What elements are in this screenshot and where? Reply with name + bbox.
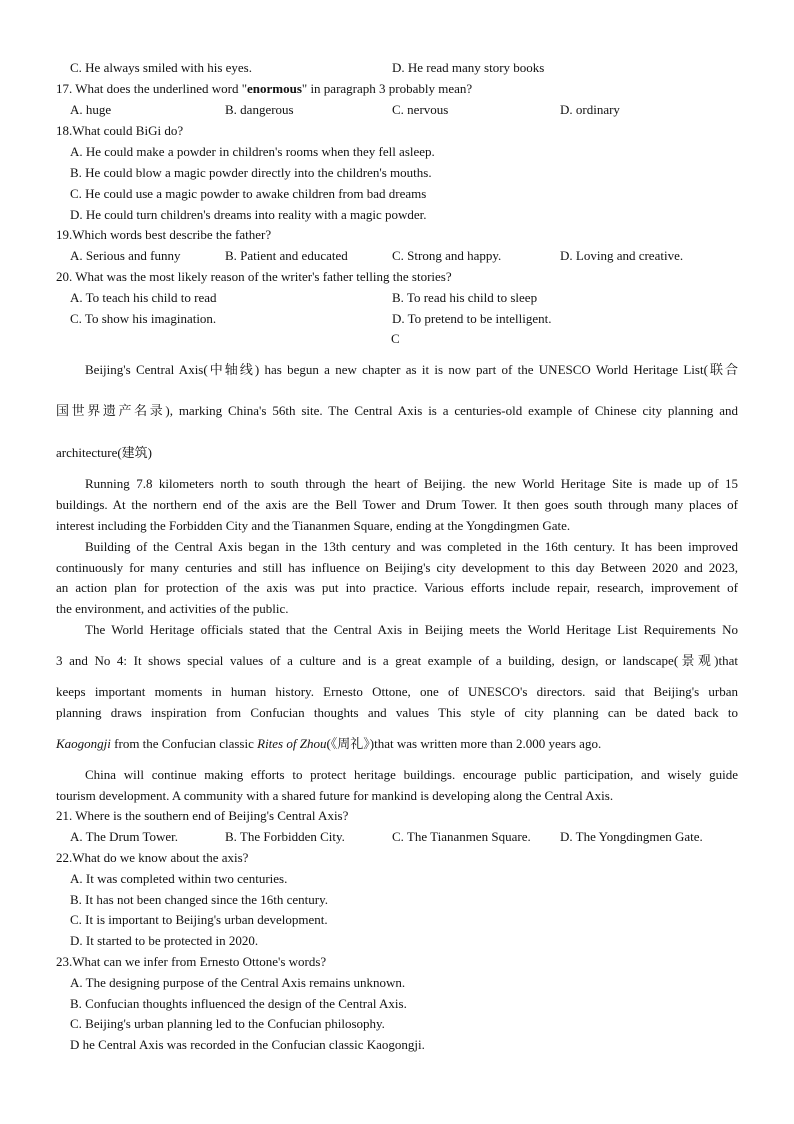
underlined-word: enormous (247, 81, 302, 96)
passage-line: tourism development. A community with a shared future for mankind is developing along the Central Axis. (56, 788, 614, 803)
option-d: D he Central Axis was recorded in the Confucian classic Kaogongji. (70, 1037, 425, 1052)
section-label: C (391, 331, 400, 346)
passage-line: The World Heritage officials stated that the Central Axis in Beijing meets the World Heritage List Requirements No (85, 622, 738, 637)
passage-line: continuously for many centuries and still has influence on Beijing's city development to this day Between 2020 and 2023, (56, 560, 738, 575)
question-23-stem: 23.What can we infer from Ernesto Ottone's words? (56, 954, 327, 969)
option-a: A. It was completed within two centuries. (70, 871, 288, 886)
passage-line: China will continue making efforts to protect heritage buildings. encourage public participation, and wisely guide (85, 767, 738, 782)
option-c: C. Beijing's urban planning led to the Confucian philosophy. (70, 1016, 385, 1031)
option-c: C. He always smiled with his eyes. (70, 60, 252, 75)
question-21-stem: 21. Where is the southern end of Beijing's Central Axis? (56, 808, 349, 823)
option-d: D. It started to be protected in 2020. (70, 933, 259, 948)
option-b: B. He could blow a magic powder directly into the children's mouths. (70, 165, 432, 180)
option-a: A. Serious and funny (70, 248, 181, 263)
book-title: Rites of Zhou (257, 736, 327, 751)
option-b: B. To read his child to sleep (392, 290, 538, 305)
option-a: A. The Drum Tower. (70, 829, 179, 844)
question-20-stem: 20. What was the most likely reason of the writer's father telling the stories? (56, 269, 452, 284)
passage-line: buildings. At the northern end of the axis are the Bell Tower and Drum Tower. It then goes south through many places of (56, 497, 738, 512)
option-d: D. ordinary (560, 102, 620, 117)
passage-line: an action plan for protection of the axis was put into practice. Various efforts include repair, research, improvement of (56, 580, 738, 595)
option-c: C. He could use a magic powder to awake children from bad dreams (70, 186, 427, 201)
option-c: C. To show his imagination. (70, 311, 217, 326)
option-d: D. The Yongdingmen Gate. (560, 829, 703, 844)
passage-line: 3 and No 4: It shows special values of a culture and is a great example of a building, design, or landscape(景观)that (56, 653, 738, 668)
option-a: A. The designing purpose of the Central Axis remains unknown. (70, 975, 406, 990)
option-c: C. nervous (392, 102, 449, 117)
passage-line: Building of the Central Axis began in the 13th century and was completed in the 16th century. It has been improved (85, 539, 738, 554)
option-b: B. dangerous (225, 102, 294, 117)
option-a: A. huge (70, 102, 112, 117)
passage-line: Kaogongji from the Confucian classic Rites of Zhou(《周礼》)that was written more than 2.000 years ago. (56, 736, 602, 751)
option-c: C. Strong and happy. (392, 248, 502, 263)
option-c: C. It is important to Beijing's urban development. (70, 912, 328, 927)
option-a: A. To teach his child to read (70, 290, 217, 305)
option-d: D. He read many story books (392, 60, 545, 75)
option-d: D. He could turn children's dreams into reality with a magic powder. (70, 207, 427, 222)
option-d: D. To pretend to be intelligent. (392, 311, 552, 326)
option-a: A. He could make a powder in children's rooms when they fell asleep. (70, 144, 435, 159)
question-18-stem: 18.What could BiGi do? (56, 123, 184, 138)
passage-line: keeps important moments in human history. Ernesto Ottone, one of UNESCO's directors. said that Beijing's urban (56, 684, 738, 699)
book-title: Kaogongji (56, 736, 111, 751)
option-b: B. It has not been changed since the 16th century. (70, 892, 328, 907)
passage-line: Running 7.8 kilometers north to south through the heart of Beijing. the new World Heritage Site is made up of 15 (85, 476, 738, 491)
question-19-stem: 19.Which words best describe the father? (56, 227, 272, 242)
option-b: B. Patient and educated (225, 248, 348, 263)
passage-line: interest including the Forbidden City and the Tiananmen Square, ending at the Yongdingmen Gate. (56, 518, 571, 533)
passage-line: 国世界遗产名录), marking China's 56th site. The Central Axis is a centuries-old example of Chinese city planning and (56, 403, 738, 418)
option-b: B. Confucian thoughts influenced the design of the Central Axis. (70, 996, 407, 1011)
option-b: B. The Forbidden City. (225, 829, 345, 844)
question-22-stem: 22.What do we know about the axis? (56, 850, 249, 865)
option-d: D. Loving and creative. (560, 248, 684, 263)
option-c: C. The Tiananmen Square. (392, 829, 531, 844)
passage-line: planning draws inspiration from Confucian thoughts and values This style of city planning can be dated back to (56, 705, 738, 720)
passage-line: architecture(建筑) (56, 445, 153, 460)
question-17-stem: 17. What does the underlined word "enormous" in paragraph 3 probably mean? (56, 81, 473, 96)
passage-line: the environment, and activities of the public. (56, 601, 289, 616)
passage-line: Beijing's Central Axis(中轴线) has begun a new chapter as it is now part of the UNESCO World Heritage List(联合 (85, 362, 738, 377)
